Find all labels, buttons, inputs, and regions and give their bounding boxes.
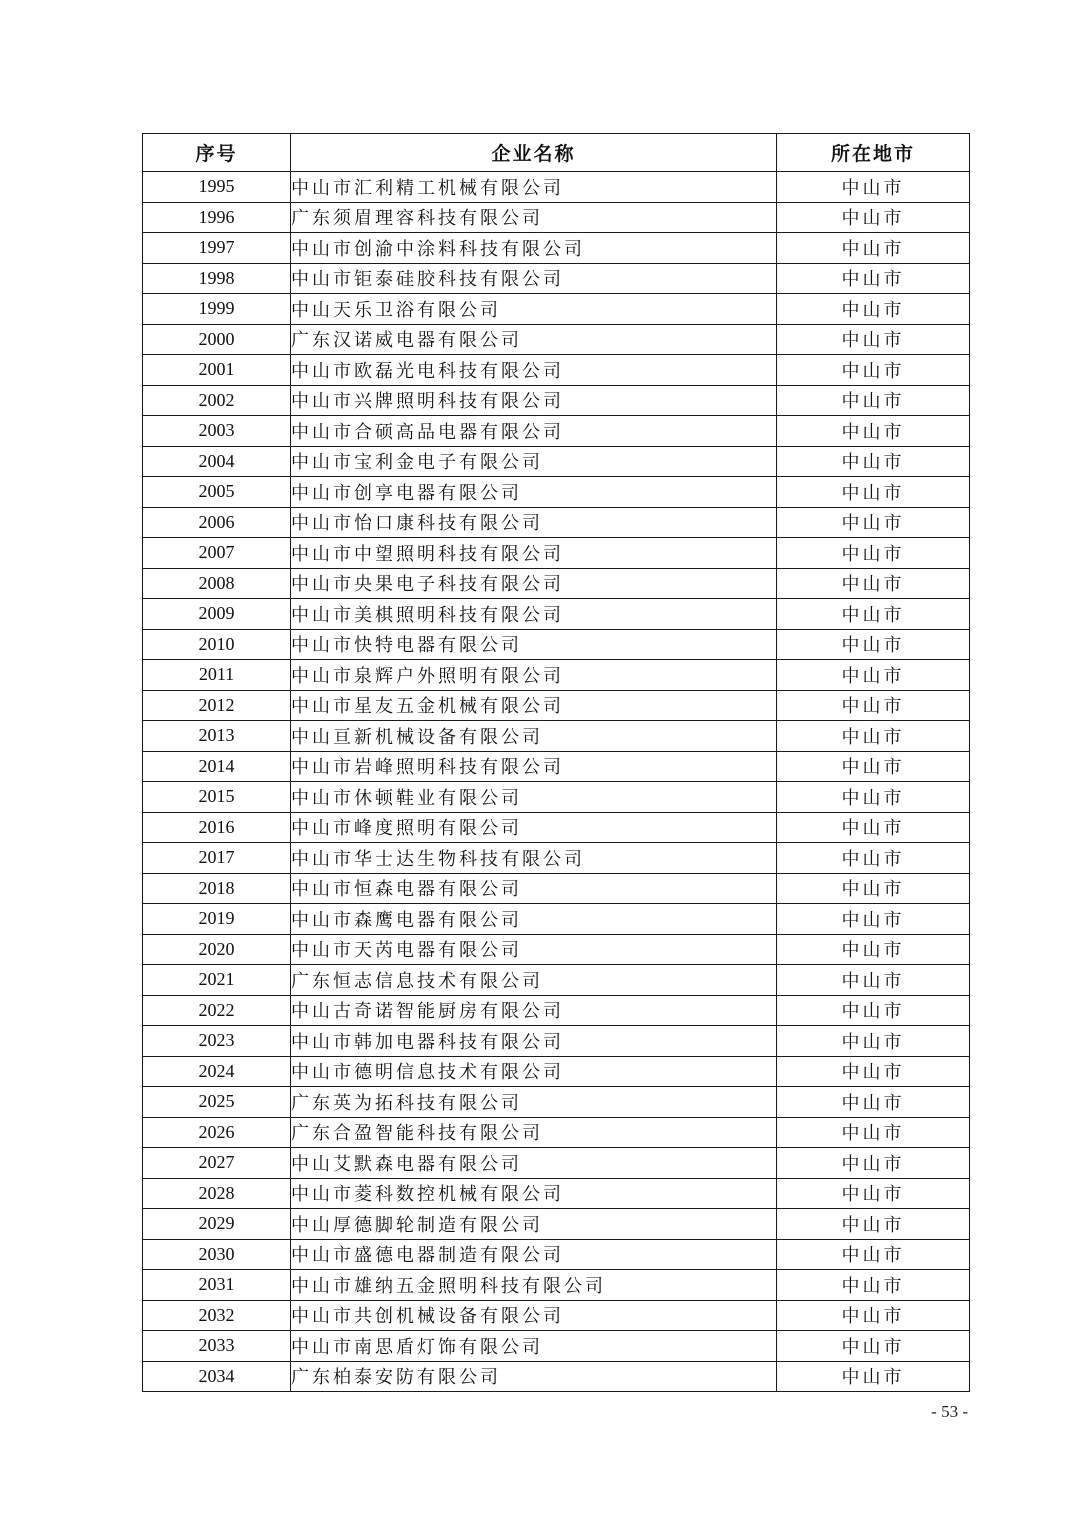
row-company-name: 中山市德明信息技术有限公司 bbox=[291, 1056, 777, 1087]
table-row bbox=[143, 1087, 970, 1118]
table-header bbox=[143, 134, 970, 172]
row-index: 2020 bbox=[143, 934, 291, 965]
enterprise-table bbox=[142, 133, 970, 1392]
table-row bbox=[143, 873, 970, 904]
row-city: 中山市 bbox=[777, 1209, 970, 1240]
row-city: 中山市 bbox=[777, 507, 970, 538]
row-city: 中山市 bbox=[777, 721, 970, 752]
row-index: 2031 bbox=[143, 1270, 291, 1301]
row-company-name: 广东英为拓科技有限公司 bbox=[291, 1087, 777, 1118]
row-index: 2000 bbox=[143, 324, 291, 355]
table-row bbox=[143, 477, 970, 508]
table-row bbox=[143, 263, 970, 294]
row-city: 中山市 bbox=[777, 1331, 970, 1362]
row-index: 2023 bbox=[143, 1026, 291, 1057]
table-row bbox=[143, 629, 970, 660]
row-city: 中山市 bbox=[777, 1117, 970, 1148]
row-city: 中山市 bbox=[777, 324, 970, 355]
row-index: 2003 bbox=[143, 416, 291, 447]
row-company-name: 中山市华士达生物科技有限公司 bbox=[291, 843, 777, 874]
row-city: 中山市 bbox=[777, 477, 970, 508]
row-company-name: 中山市休顿鞋业有限公司 bbox=[291, 782, 777, 813]
table-row bbox=[143, 1300, 970, 1331]
row-company-name: 中山艾默森电器有限公司 bbox=[291, 1148, 777, 1179]
row-city: 中山市 bbox=[777, 904, 970, 935]
row-index: 2018 bbox=[143, 873, 291, 904]
row-city: 中山市 bbox=[777, 202, 970, 233]
table-row bbox=[143, 1117, 970, 1148]
header-row bbox=[143, 134, 970, 172]
row-index: 2014 bbox=[143, 751, 291, 782]
row-company-name: 中山市钜泰硅胶科技有限公司 bbox=[291, 263, 777, 294]
row-city: 中山市 bbox=[777, 1239, 970, 1270]
row-company-name: 广东柏泰安防有限公司 bbox=[291, 1361, 777, 1392]
row-index: 2010 bbox=[143, 629, 291, 660]
row-index: 2026 bbox=[143, 1117, 291, 1148]
row-city: 中山市 bbox=[777, 1026, 970, 1057]
row-city: 中山市 bbox=[777, 782, 970, 813]
table-row bbox=[143, 1270, 970, 1301]
row-company-name: 中山古奇诺智能厨房有限公司 bbox=[291, 995, 777, 1026]
table-row bbox=[143, 446, 970, 477]
table-body bbox=[143, 172, 970, 1392]
row-city: 中山市 bbox=[777, 416, 970, 447]
row-index: 2005 bbox=[143, 477, 291, 508]
row-index: 2001 bbox=[143, 355, 291, 386]
row-city: 中山市 bbox=[777, 751, 970, 782]
table-row bbox=[143, 355, 970, 386]
row-company-name: 广东恒志信息技术有限公司 bbox=[291, 965, 777, 996]
row-index: 2021 bbox=[143, 965, 291, 996]
page-number: - 53 - bbox=[931, 1402, 968, 1421]
row-city: 中山市 bbox=[777, 263, 970, 294]
row-company-name: 中山市峰度照明有限公司 bbox=[291, 812, 777, 843]
table-row bbox=[143, 812, 970, 843]
table-row bbox=[143, 843, 970, 874]
row-company-name: 中山市央果电子科技有限公司 bbox=[291, 568, 777, 599]
row-company-name: 中山市雄纳五金照明科技有限公司 bbox=[291, 1270, 777, 1301]
row-company-name: 广东须眉理容科技有限公司 bbox=[291, 202, 777, 233]
row-company-name: 中山天乐卫浴有限公司 bbox=[291, 294, 777, 325]
row-company-name: 中山市韩加电器科技有限公司 bbox=[291, 1026, 777, 1057]
row-index: 2015 bbox=[143, 782, 291, 813]
row-index: 2008 bbox=[143, 568, 291, 599]
row-company-name: 中山厚德脚轮制造有限公司 bbox=[291, 1209, 777, 1240]
table-row bbox=[143, 1331, 970, 1362]
row-index: 2012 bbox=[143, 690, 291, 721]
row-city: 中山市 bbox=[777, 233, 970, 264]
row-city: 中山市 bbox=[777, 660, 970, 691]
row-index: 2024 bbox=[143, 1056, 291, 1087]
row-city: 中山市 bbox=[777, 1056, 970, 1087]
row-index: 2017 bbox=[143, 843, 291, 874]
row-index: 2027 bbox=[143, 1148, 291, 1179]
row-city: 中山市 bbox=[777, 385, 970, 416]
row-city: 中山市 bbox=[777, 599, 970, 630]
table-row bbox=[143, 294, 970, 325]
table-row bbox=[143, 690, 970, 721]
row-index: 2028 bbox=[143, 1178, 291, 1209]
table-row bbox=[143, 1178, 970, 1209]
table-row bbox=[143, 507, 970, 538]
row-city: 中山市 bbox=[777, 1361, 970, 1392]
table-row bbox=[143, 233, 970, 264]
table-row bbox=[143, 385, 970, 416]
row-company-name: 广东汉诺威电器有限公司 bbox=[291, 324, 777, 355]
row-company-name: 中山市岩峰照明科技有限公司 bbox=[291, 751, 777, 782]
row-city: 中山市 bbox=[777, 843, 970, 874]
row-city: 中山市 bbox=[777, 294, 970, 325]
row-city: 中山市 bbox=[777, 690, 970, 721]
row-city: 中山市 bbox=[777, 1300, 970, 1331]
row-index: 2022 bbox=[143, 995, 291, 1026]
row-company-name: 中山市合硕高品电器有限公司 bbox=[291, 416, 777, 447]
row-index: 2032 bbox=[143, 1300, 291, 1331]
row-company-name: 中山市汇利精工机械有限公司 bbox=[291, 172, 777, 203]
row-index: 2033 bbox=[143, 1331, 291, 1362]
row-city: 中山市 bbox=[777, 1087, 970, 1118]
row-index: 2016 bbox=[143, 812, 291, 843]
row-company-name: 中山亘新机械设备有限公司 bbox=[291, 721, 777, 752]
row-city: 中山市 bbox=[777, 446, 970, 477]
row-index: 2034 bbox=[143, 1361, 291, 1392]
table-row bbox=[143, 1056, 970, 1087]
table-row bbox=[143, 416, 970, 447]
row-city: 中山市 bbox=[777, 1178, 970, 1209]
row-company-name: 中山市恒森电器有限公司 bbox=[291, 873, 777, 904]
row-company-name: 广东合盈智能科技有限公司 bbox=[291, 1117, 777, 1148]
row-city: 中山市 bbox=[777, 1270, 970, 1301]
row-city: 中山市 bbox=[777, 873, 970, 904]
row-company-name: 中山市森鹰电器有限公司 bbox=[291, 904, 777, 935]
row-company-name: 中山市中望照明科技有限公司 bbox=[291, 538, 777, 569]
row-company-name: 中山市创渝中涂料科技有限公司 bbox=[291, 233, 777, 264]
header-city: 所在地市 bbox=[777, 134, 970, 172]
row-company-name: 中山市泉辉户外照明有限公司 bbox=[291, 660, 777, 691]
row-index: 1995 bbox=[143, 172, 291, 203]
table-row bbox=[143, 1361, 970, 1392]
table-row bbox=[143, 995, 970, 1026]
row-city: 中山市 bbox=[777, 629, 970, 660]
row-index: 2007 bbox=[143, 538, 291, 569]
row-index: 1999 bbox=[143, 294, 291, 325]
row-index: 2029 bbox=[143, 1209, 291, 1240]
row-company-name: 中山市欧磊光电科技有限公司 bbox=[291, 355, 777, 386]
row-city: 中山市 bbox=[777, 568, 970, 599]
table-row bbox=[143, 904, 970, 935]
row-city: 中山市 bbox=[777, 172, 970, 203]
row-index: 1998 bbox=[143, 263, 291, 294]
row-city: 中山市 bbox=[777, 538, 970, 569]
table-row bbox=[143, 172, 970, 203]
row-city: 中山市 bbox=[777, 995, 970, 1026]
row-index: 2030 bbox=[143, 1239, 291, 1270]
row-index: 2019 bbox=[143, 904, 291, 935]
row-index: 2025 bbox=[143, 1087, 291, 1118]
table-row bbox=[143, 1026, 970, 1057]
row-index: 1997 bbox=[143, 233, 291, 264]
row-index: 2013 bbox=[143, 721, 291, 752]
table-row bbox=[143, 660, 970, 691]
row-city: 中山市 bbox=[777, 965, 970, 996]
table-row bbox=[143, 1148, 970, 1179]
row-company-name: 中山市创享电器有限公司 bbox=[291, 477, 777, 508]
row-city: 中山市 bbox=[777, 812, 970, 843]
row-company-name: 中山市快特电器有限公司 bbox=[291, 629, 777, 660]
table-row bbox=[143, 599, 970, 630]
row-company-name: 中山市宝利金电子有限公司 bbox=[291, 446, 777, 477]
table-row bbox=[143, 934, 970, 965]
row-city: 中山市 bbox=[777, 934, 970, 965]
header-index: 序号 bbox=[143, 134, 291, 172]
row-company-name: 中山市兴牌照明科技有限公司 bbox=[291, 385, 777, 416]
table-row bbox=[143, 1239, 970, 1270]
table-row bbox=[143, 721, 970, 752]
table-row bbox=[143, 568, 970, 599]
row-index: 2011 bbox=[143, 660, 291, 691]
table-row bbox=[143, 751, 970, 782]
row-index: 2009 bbox=[143, 599, 291, 630]
row-company-name: 中山市南思盾灯饰有限公司 bbox=[291, 1331, 777, 1362]
row-city: 中山市 bbox=[777, 355, 970, 386]
row-company-name: 中山市星友五金机械有限公司 bbox=[291, 690, 777, 721]
table-row bbox=[143, 324, 970, 355]
row-company-name: 中山市盛德电器制造有限公司 bbox=[291, 1239, 777, 1270]
table-row bbox=[143, 782, 970, 813]
row-index: 2006 bbox=[143, 507, 291, 538]
table-row bbox=[143, 965, 970, 996]
row-index: 1996 bbox=[143, 202, 291, 233]
row-index: 2004 bbox=[143, 446, 291, 477]
row-company-name: 中山市怡口康科技有限公司 bbox=[291, 507, 777, 538]
table-row bbox=[143, 202, 970, 233]
row-city: 中山市 bbox=[777, 1148, 970, 1179]
row-company-name: 中山市天芮电器有限公司 bbox=[291, 934, 777, 965]
header-company-name: 企业名称 bbox=[291, 134, 777, 172]
row-company-name: 中山市菱科数控机械有限公司 bbox=[291, 1178, 777, 1209]
row-company-name: 中山市共创机械设备有限公司 bbox=[291, 1300, 777, 1331]
row-company-name: 中山市美棋照明科技有限公司 bbox=[291, 599, 777, 630]
table-row bbox=[143, 1209, 970, 1240]
row-index: 2002 bbox=[143, 385, 291, 416]
table-row bbox=[143, 538, 970, 569]
